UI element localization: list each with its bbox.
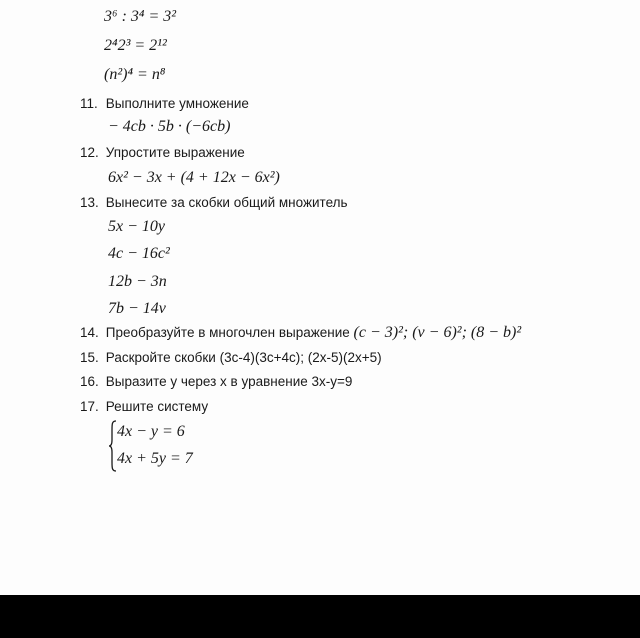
task-14 [80,324,521,342]
task-text: Вынесите за скобки общий множитель [105,195,348,210]
task-number: 11. [80,96,98,111]
system-equation-1: 4x − y = 6 [117,423,185,440]
task-13-expression-b: 4c − 16c² [108,245,170,262]
task-text: Выполните умножение [105,96,249,111]
task-13 [80,195,348,210]
task-13-expression-a: 5x − 10y [108,218,165,235]
task-13-expression-d: 7b − 14v [108,300,166,317]
task-text: Преобразуйте в многочлен выражение [105,325,350,340]
task-text: Упростите выражение [105,145,245,160]
task-15 [80,350,382,365]
task-12-expression: 6x² − 3x + (4 + 12x − 6x²) [108,169,280,186]
system-equation-2: 4x + 5y = 7 [117,450,193,467]
task-12 [80,145,245,160]
task-number: 15. [80,350,99,365]
task-16 [80,374,352,389]
task-number: 17. [80,399,99,414]
task-number: 16. [80,374,99,389]
task-11-expression: − 4cb · 5b · (−6cb) [108,118,231,135]
task-14-expressions: (c − 3)²; (v − 6)²; (8 − b)² [353,324,522,341]
bottom-black-bar [0,595,640,638]
task-17 [80,399,208,414]
task-number: 13. [80,195,99,210]
task-text: Раскройте скобки (3с-4)(3с+4с); (2x-5)(2x+5) [105,350,382,365]
task-number: 12. [80,145,99,160]
task-11 [80,96,249,111]
expression-power-product: 2⁴2³ = 2¹² [104,37,167,54]
task-text: Выразите у через х в уравнение 3х-у=9 [105,374,353,389]
expression-power-division: 3⁶ : 3⁴ = 3² [104,8,177,25]
task-13-expression-c: 12b − 3n [108,273,167,290]
task-text: Решите систему [105,399,209,414]
task-number: 14. [80,325,99,340]
expression-power-of-power: (n²)⁴ = n⁸ [104,66,166,83]
